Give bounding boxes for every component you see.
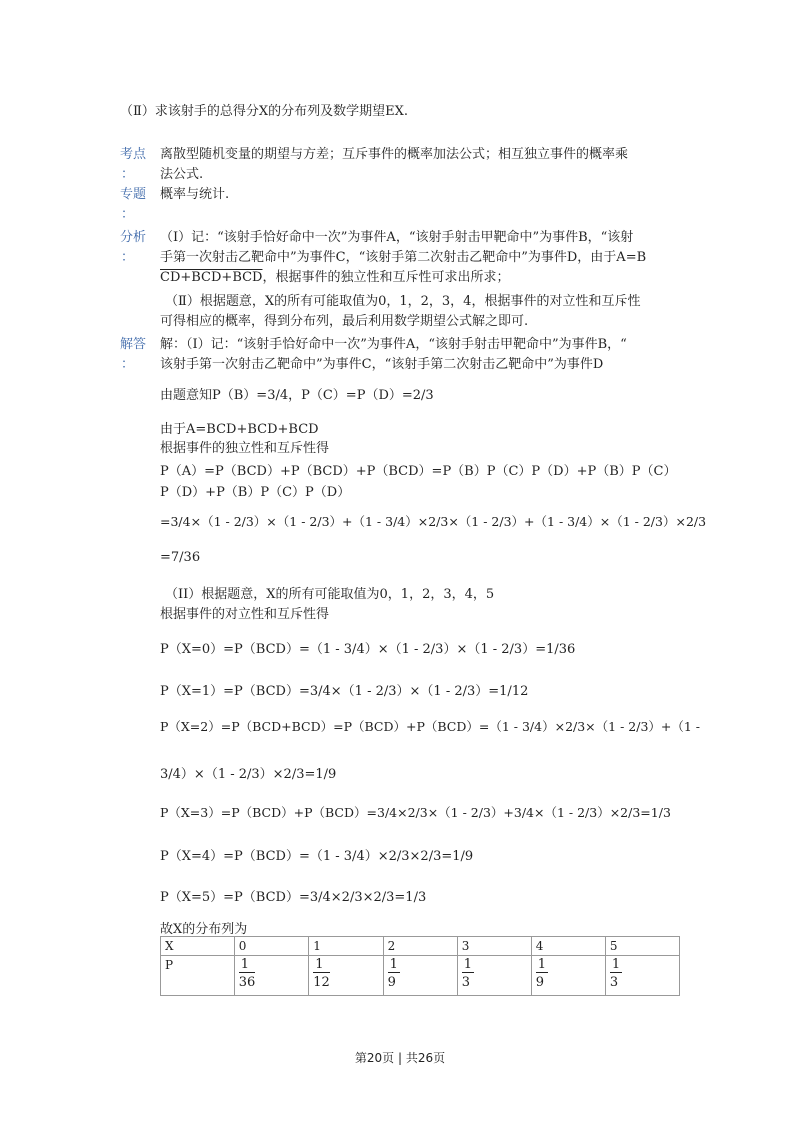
table-cell-x1: 1 — [309, 937, 383, 956]
zhuanti-label: 专题 — [120, 187, 147, 202]
fenxi-line4: （Ⅱ）根据题意，X的所有可能取值为0，1，2，3，4，根据事件的对立性和互斥性 — [165, 294, 641, 309]
px2-line2: 3/4）×（1 - 2/3）×2/3=1/9 — [160, 767, 337, 782]
p1-num: 1 — [313, 958, 330, 973]
table-cell-p1 — [309, 956, 383, 996]
kaodian-label: 考点 — [120, 147, 147, 162]
fenxi-line3-text: ，根据事件的独立性和互斥性可求出所求； — [262, 270, 510, 285]
fenxi-line3 — [160, 266, 510, 285]
page-footer: 第20页 | 共26页 — [354, 1051, 446, 1065]
event-a-decomposition: 由于A=BCD+BCD+BCD — [160, 422, 319, 437]
p4-den: 9 — [535, 975, 545, 990]
distribution-table — [160, 936, 680, 996]
px4-line: P（X=4）=P（BCD）=（1 - 3/4）×2/3×2/3=1/9 — [160, 849, 474, 864]
jieda-label: 解答 — [120, 337, 147, 352]
table-cell-x-label: X — [161, 937, 235, 956]
p1-den: 12 — [313, 975, 330, 990]
pa-line2: P（D）+P（B）P（C）P（D） — [160, 485, 351, 500]
fenxi-label: 分析 — [120, 230, 147, 245]
p3-den: 3 — [461, 975, 470, 990]
jieda-colon: ： — [121, 357, 135, 372]
table-cell-x2: 2 — [383, 937, 457, 956]
px1-line: P（X=1）=P（BCD）=3/4×（1 - 2/3）×（1 - 2/3）=1/12 — [160, 684, 529, 699]
kaodian-line2: 法公式. — [160, 167, 204, 182]
fenxi-line2: 手第一次射击乙靶命中”为事件C，“该射手第二次射击乙靶命中”为事件D，由于A=B — [160, 250, 647, 265]
table-cell-x4: 4 — [531, 937, 605, 956]
part2-by: 根据事件的对立性和互斥性得 — [160, 607, 330, 622]
pa-result: =7/36 — [160, 550, 201, 565]
table-caption: 故X的分布列为 — [160, 922, 248, 937]
table-cell-p2 — [383, 956, 457, 996]
fenxi-colon: ： — [121, 250, 135, 265]
part2-intro: （II）根据题意，X的所有可能取值为0，1，2，3，4，5 — [165, 587, 495, 602]
table-cell-p3 — [457, 956, 531, 996]
pa-line3: =3/4×（1 - 2/3）×（1 - 2/3）+（1 - 3/4）×2/3×（1 - 2/3）+（1 - 3/4）×（1 - 2/3）×2/3 — [160, 514, 707, 529]
table-row-p — [161, 956, 680, 996]
zhuanti-text: 概率与统计. — [160, 187, 230, 202]
given-probabilities: 由题意知P（B）=3/4，P（C）=P（D）=2/3 — [160, 388, 434, 403]
p5-num: 1 — [611, 957, 621, 972]
pa-line1: P（A）=P（BCD）+P（BCD）+P（BCD）=P（B）P（C）P（D）+P（B）P（C） — [160, 464, 677, 479]
p3-num: 1 — [463, 957, 472, 972]
table-cell-p4 — [531, 956, 605, 996]
p2-den: 9 — [387, 975, 396, 990]
px2-line1: P（X=2）=P（BCD+BCD）=P（BCD）+P（BCD）=（1 - 3/4）×2/3×（1 - 2/3）+（1 - — [160, 719, 701, 734]
fenxi-line5: 可得相应的概率，得到分布列，最后利用数学期望公式解之即可. — [160, 314, 529, 329]
p5-den: 3 — [609, 975, 619, 990]
px0-line: P（X=0）=P（BCD）=（1 - 3/4）×（1 - 2/3）×（1 - 2/3）=1/36 — [160, 642, 576, 657]
jieda-line1: 解：（Ⅰ）记：“该射手恰好命中一次”为事件A，“该射手射击甲靶命中”为事件B，“ — [160, 337, 627, 352]
fenxi-line1: （Ⅰ）记：“该射手恰好命中一次”为事件A，“该射手射击甲靶命中”为事件B，“该射 — [160, 230, 634, 245]
question-part2: （Ⅱ）求该射手的总得分X的分布列及数学期望EX. — [120, 104, 408, 119]
px3-line: P（X=3）=P（BCD）+P（BCD）=3/4×2/3×（1 - 2/3）+3/4×（1 - 2/3）×2/3=1/3 — [160, 805, 671, 820]
p2-num: 1 — [389, 957, 398, 972]
fenxi-formula: CD+BCD+BCD — [160, 270, 263, 285]
zhuanti-colon: ： — [121, 207, 135, 222]
px5-line: P（X=5）=P（BCD）=3/4×2/3×2/3=1/3 — [160, 890, 427, 905]
jieda-line2: 该射手第一次射击乙靶命中”为事件C，“该射手第二次射击乙靶命中”为事件D — [160, 357, 604, 372]
table-cell-x0: 0 — [234, 937, 308, 956]
table-cell-p5 — [605, 956, 679, 996]
table-cell-x5: 5 — [605, 937, 679, 956]
p0-num: 1 — [239, 958, 256, 973]
by-independence: 根据事件的独立性和互斥性得 — [160, 441, 330, 456]
kaodian-line1: 离散型随机变量的期望与方差；互斥事件的概率加法公式；相互独立事件的概率乘 — [160, 147, 629, 162]
table-cell-p0 — [234, 956, 308, 996]
p4-num: 1 — [537, 957, 547, 972]
kaodian-colon: ： — [121, 167, 135, 182]
table-cell-x3: 3 — [457, 937, 531, 956]
table-row-x — [161, 937, 680, 956]
p0-den: 36 — [238, 975, 256, 990]
table-cell-p-label: P — [161, 956, 235, 996]
